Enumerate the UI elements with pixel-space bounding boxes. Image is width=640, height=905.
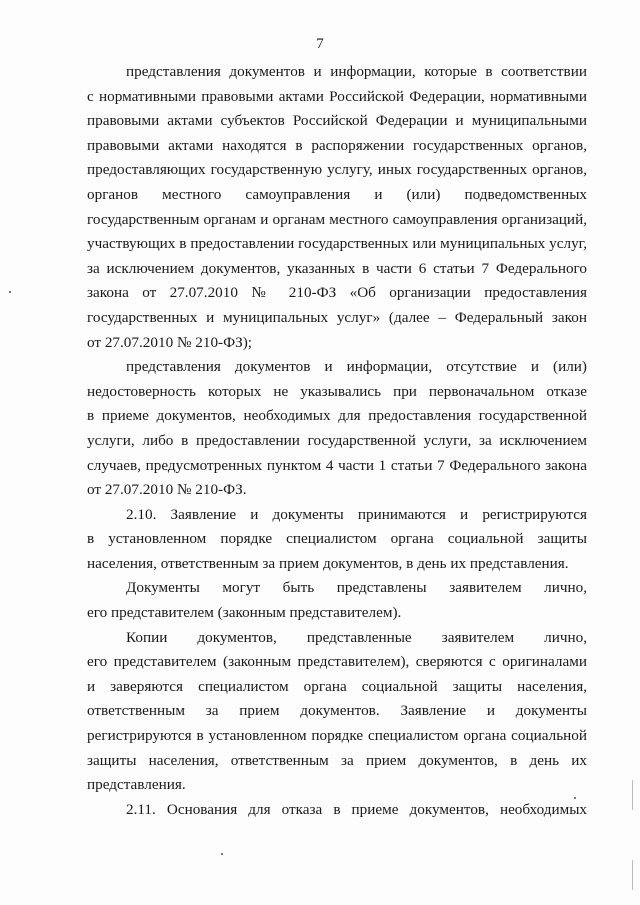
text-line: от 27.07.2010 № 210-ФЗ);: [87, 333, 252, 351]
text-line: государственных и муниципальных услуг» (далее – Федеральный закон: [87, 308, 587, 326]
text-line: 2.11. Основания для отказа в приеме документов, необходимых: [126, 800, 587, 818]
text-line: Копии документов, представленные заявителем лично,: [126, 628, 587, 646]
scan-speck: [632, 860, 633, 890]
text-line: государственным органам и органам местного самоуправления организаций,: [87, 210, 587, 228]
scan-speck: [9, 291, 11, 293]
text-line: в приеме документов, необходимых для предоставления государственной: [87, 407, 587, 425]
text-line: представления документов и информации, отсутствие и (или): [126, 358, 587, 376]
text-line: и заверяются специалистом органа социальной защиты населения,: [87, 677, 587, 695]
text-line: органов местного самоуправления и (или) подведомственных: [87, 185, 587, 203]
text-line: случаев, предусмотренных пунктом 4 части 1 статьи 7 Федерального закона: [87, 456, 587, 474]
text-line: закона от 27.07.2010 № 210-ФЗ «Об организации предоставления: [87, 284, 587, 302]
text-line: Документы могут быть представлены заявителем лично,: [126, 579, 587, 597]
body-text: [87, 60, 587, 822]
text-line: населения, ответственным за прием документов, в день их представления.: [87, 554, 569, 572]
text-line: представления.: [87, 776, 186, 794]
text-line: 2.10. Заявление и документы принимаются и регистрируются: [126, 505, 587, 523]
text-line: его представителем (законным представителем), сверяются с оригиналами: [87, 653, 587, 671]
text-line: защиты населения, ответственным за прием документов, в день их: [87, 751, 587, 769]
text-line: правовыми актами субъектов Российской Федерации и муниципальными: [87, 112, 587, 130]
text-line: за исключением документов, указанных в части 6 статьи 7 Федерального: [87, 259, 587, 277]
text-line: с нормативными правовыми актами Российской Федерации, нормативными: [87, 87, 587, 105]
text-line: участвующих в предоставлении государственных или муниципальных услуг,: [87, 235, 587, 253]
text-line: в установленном порядке специалистом органа социальной защиты: [87, 530, 587, 548]
scan-speck: [574, 797, 576, 799]
text-line: недостоверность которых не указывались при первоначальном отказе: [87, 382, 587, 400]
scan-speck: [221, 853, 223, 855]
text-line: регистрируются в установленном порядке специалистом органа социальной: [87, 727, 587, 745]
text-line: предоставляющих государственную услугу, иных государственных органов,: [87, 161, 587, 179]
text-line: правовыми актами находятся в распоряжении государственных органов,: [87, 136, 587, 154]
text-line: ответственным за прием документов. Заявление и документы: [87, 702, 587, 720]
scan-speck: [632, 780, 633, 810]
text-line: от 27.07.2010 № 210-ФЗ.: [87, 481, 247, 499]
text-line: представления документов и информации, которые в соответствии: [126, 63, 587, 80]
text-line: услуги, либо в предоставлении государственной услуги, за исключением: [87, 431, 587, 449]
text-line: его представителем (законным представителем).: [87, 604, 402, 622]
page-number: 7: [316, 36, 324, 52]
